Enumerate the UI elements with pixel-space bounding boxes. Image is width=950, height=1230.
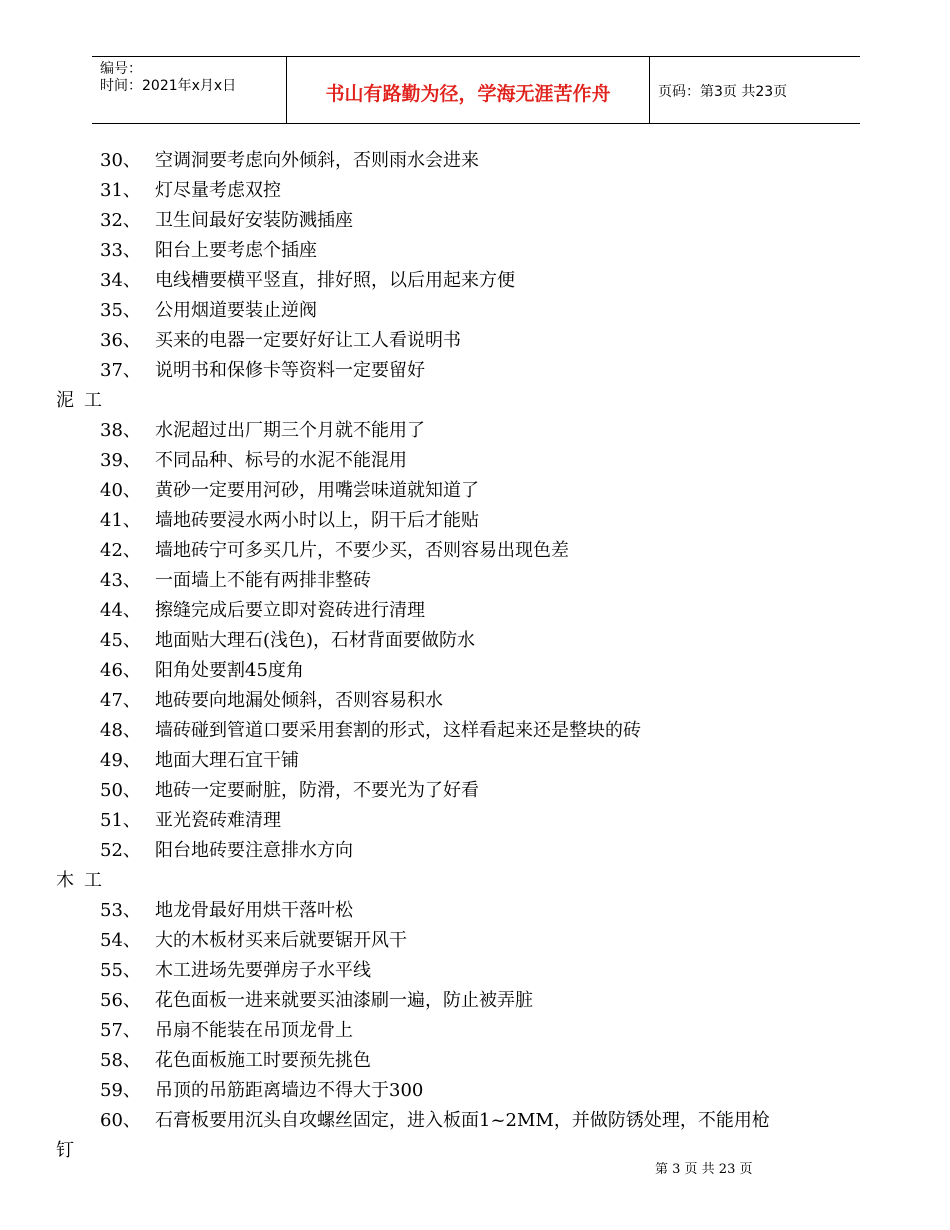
- item-text: 擦缝完成后要立即对瓷砖进行清理: [155, 600, 425, 621]
- item-text: 地砖一定要耐脏，防滑，不要光为了好看: [155, 780, 479, 801]
- document-body: [0, 146, 950, 1166]
- item-number: 49、: [100, 750, 141, 771]
- item-continuation-text: 钉: [56, 1140, 74, 1161]
- item-text: 地砖要向地漏处倾斜，否则容易积水: [155, 690, 443, 711]
- list-item: [0, 236, 950, 266]
- item-number: 39、: [100, 450, 141, 471]
- item-text: 墙地砖宁可多买几片，不要少买，否则容易出现色差: [155, 540, 569, 561]
- header-page-cell: [650, 57, 860, 123]
- item-number: 58、: [100, 1050, 141, 1071]
- item-number: 48、: [100, 720, 141, 741]
- list-item: [0, 326, 950, 356]
- list-item: [0, 746, 950, 776]
- item-text: 石膏板要用沉头自攻螺丝固定，进入板面1~2MM，并做防锈处理，不能用枪: [155, 1110, 770, 1131]
- item-text: 地面贴大理石(浅色)，石材背面要做防水: [155, 630, 476, 651]
- list-item: [0, 836, 950, 866]
- list-item: [0, 716, 950, 746]
- page-footer: 第 3 页 共 23 页: [655, 1162, 753, 1177]
- list-item: [0, 266, 950, 296]
- item-text: 大的木板材买来后就要锯开风干: [155, 930, 407, 951]
- header-page-info: 页码：第3页 共23页: [658, 84, 788, 100]
- list-item: [0, 416, 950, 446]
- item-number: 35、: [100, 300, 141, 321]
- list-item: [0, 956, 950, 986]
- item-number: 41、: [100, 510, 141, 531]
- item-number: 45、: [100, 630, 141, 651]
- list-item: [0, 506, 950, 536]
- header-meta-cell: [92, 57, 287, 123]
- item-text: 不同品种、标号的水泥不能混用: [155, 450, 407, 471]
- item-number: 30、: [100, 150, 141, 171]
- item-number: 57、: [100, 1020, 141, 1041]
- list-item: [0, 1016, 950, 1046]
- list-item: [0, 626, 950, 656]
- item-number: 59、: [100, 1080, 141, 1101]
- item-text: 阳台上要考虑个插座: [155, 240, 317, 261]
- item-number: 40、: [100, 480, 141, 501]
- item-number: 42、: [100, 540, 141, 561]
- list-item: [0, 1046, 950, 1076]
- list-item: [0, 656, 950, 686]
- item-number: 34、: [100, 270, 141, 291]
- doc-code-label: 编号：: [100, 61, 142, 77]
- item-text: 花色面板一进来就要买油漆刷一遍，防止被弄脏: [155, 990, 533, 1011]
- item-text: 吊扇不能装在吊顶龙骨上: [155, 1020, 353, 1041]
- item-number: 60、: [100, 1110, 141, 1131]
- item-text: 墙砖碰到管道口要采用套割的形式，这样看起来还是整块的砖: [155, 720, 641, 741]
- item-number: 37、: [100, 360, 141, 381]
- item-text: 电线槽要横平竖直，排好照，以后用起来方便: [155, 270, 515, 291]
- item-number: 47、: [100, 690, 141, 711]
- item-text: 吊顶的吊筋距离墙边不得大于300: [155, 1080, 424, 1101]
- item-number: 33、: [100, 240, 141, 261]
- item-text: 阳角处要割45度角: [155, 660, 304, 681]
- header-motto: 书山有路勤为径，学海无涯苦作舟: [325, 83, 611, 105]
- section-heading: [0, 386, 950, 416]
- item-text: 黄砂一定要用河砂，用嘴尝味道就知道了: [155, 480, 479, 501]
- item-text: 卫生间最好安装防溅插座: [155, 210, 353, 231]
- list-item: [0, 146, 950, 176]
- item-number: 46、: [100, 660, 141, 681]
- item-text: 一面墙上不能有两排非整砖: [155, 570, 371, 591]
- item-number: 44、: [100, 600, 141, 621]
- doc-time-label: 时间：2021年x月x日: [100, 78, 237, 94]
- list-item: [0, 206, 950, 236]
- list-item: [0, 896, 950, 926]
- section-heading: [0, 866, 950, 896]
- section-title: 木工: [56, 870, 112, 891]
- list-item: [0, 1076, 950, 1106]
- item-number: 55、: [100, 960, 141, 981]
- list-item: [0, 446, 950, 476]
- list-item: [0, 536, 950, 566]
- item-text: 买来的电器一定要好好让工人看说明书: [155, 330, 461, 351]
- list-item: [0, 986, 950, 1016]
- list-item: [0, 596, 950, 626]
- item-text: 水泥超过出厂期三个月就不能用了: [155, 420, 425, 441]
- item-text: 木工进场先要弹房子水平线: [155, 960, 371, 981]
- list-item: [0, 686, 950, 716]
- item-number: 32、: [100, 210, 141, 231]
- item-number: 43、: [100, 570, 141, 591]
- item-text: 花色面板施工时要预先挑色: [155, 1050, 371, 1071]
- item-text: 墙地砖要浸水两小时以上，阴干后才能贴: [155, 510, 479, 531]
- item-continuation: [0, 1136, 950, 1166]
- item-text: 灯尽量考虑双控: [155, 180, 281, 201]
- section-title: 泥工: [56, 390, 112, 411]
- list-item: [0, 1106, 950, 1136]
- list-item: [0, 176, 950, 206]
- item-text: 公用烟道要装止逆阀: [155, 300, 317, 321]
- item-text: 空调洞要考虑向外倾斜，否则雨水会进来: [155, 150, 479, 171]
- list-item: [0, 776, 950, 806]
- list-item: [0, 296, 950, 326]
- list-item: [0, 806, 950, 836]
- header-motto-cell: [287, 57, 650, 123]
- item-number: 36、: [100, 330, 141, 351]
- item-number: 52、: [100, 840, 141, 861]
- list-item: [0, 356, 950, 386]
- item-text: 地面大理石宜干铺: [155, 750, 299, 771]
- item-number: 50、: [100, 780, 141, 801]
- page-header: [92, 56, 860, 124]
- item-text: 地龙骨最好用烘干落叶松: [155, 900, 353, 921]
- item-number: 53、: [100, 900, 141, 921]
- item-text: 说明书和保修卡等资料一定要留好: [155, 360, 425, 381]
- item-text: 阳台地砖要注意排水方向: [155, 840, 353, 861]
- item-number: 31、: [100, 180, 141, 201]
- item-number: 54、: [100, 930, 141, 951]
- item-number: 56、: [100, 990, 141, 1011]
- item-text: 亚光瓷砖难清理: [155, 810, 281, 831]
- list-item: [0, 926, 950, 956]
- item-number: 51、: [100, 810, 141, 831]
- list-item: [0, 476, 950, 506]
- item-number: 38、: [100, 420, 141, 441]
- list-item: [0, 566, 950, 596]
